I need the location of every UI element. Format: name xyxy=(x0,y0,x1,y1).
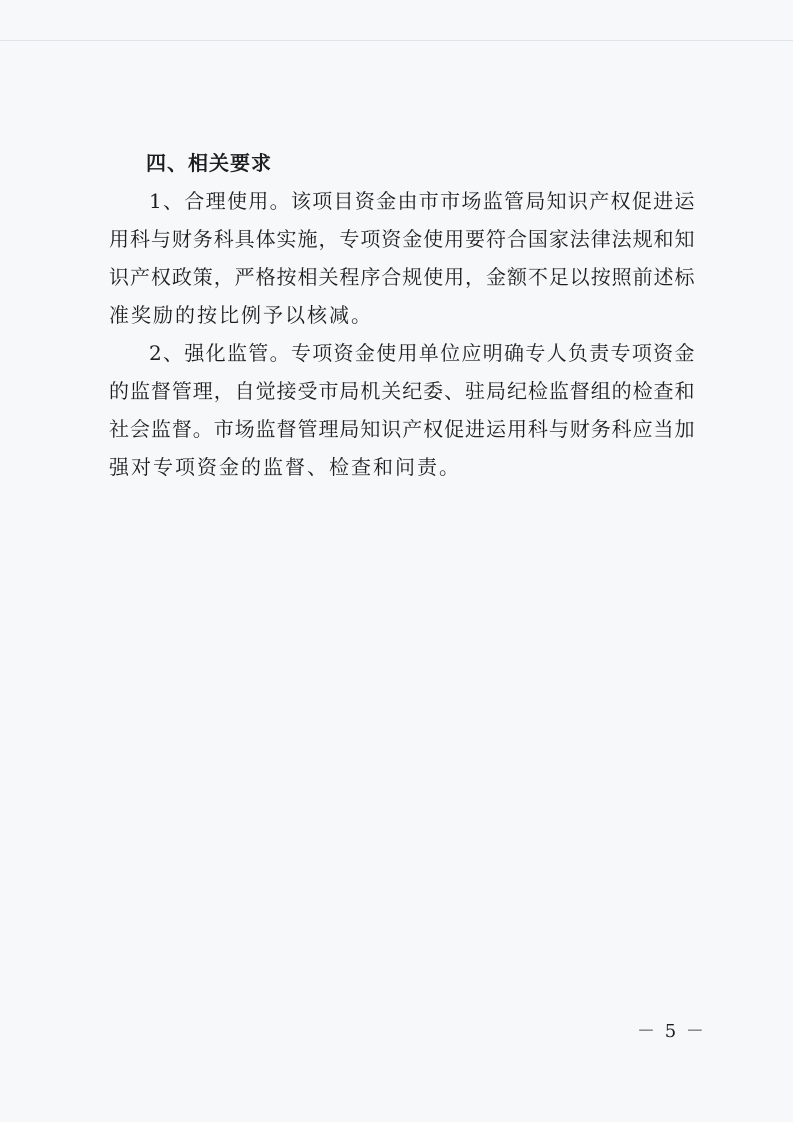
paragraph-line: 1、合理使用。该项目资金由市市场监管局知识产权促进运 xyxy=(149,189,695,213)
paragraph-line: 强对专项资金的监督、检查和问责。 xyxy=(109,455,461,479)
paragraph-reasonable-use xyxy=(109,182,695,334)
section-heading: 四、相关要求 xyxy=(146,151,272,175)
document-body xyxy=(109,144,695,486)
top-rule-divider xyxy=(0,40,793,41)
paragraph-line: 2、强化监管。专项资金使用单位应明确专人负责专项资金 xyxy=(149,341,695,365)
paragraph-strengthen-supervision xyxy=(109,334,695,486)
paragraph-line: 社会监督。市场监督管理局知识产权促进运用科与财务科应当加 xyxy=(109,417,695,441)
paragraph-line: 的监督管理，自觉接受市局机关纪委、驻局纪检监督组的检查和 xyxy=(109,379,695,403)
page-number: － 5 － xyxy=(637,1021,706,1042)
paragraph-line: 准奖励的按比例予以核减。 xyxy=(109,303,373,327)
paragraph-line: 识产权政策，严格按相关程序合规使用，金额不足以按照前述标 xyxy=(109,265,695,289)
paragraph-line: 用科与财务科具体实施，专项资金使用要符合国家法律法规和知 xyxy=(109,227,695,251)
